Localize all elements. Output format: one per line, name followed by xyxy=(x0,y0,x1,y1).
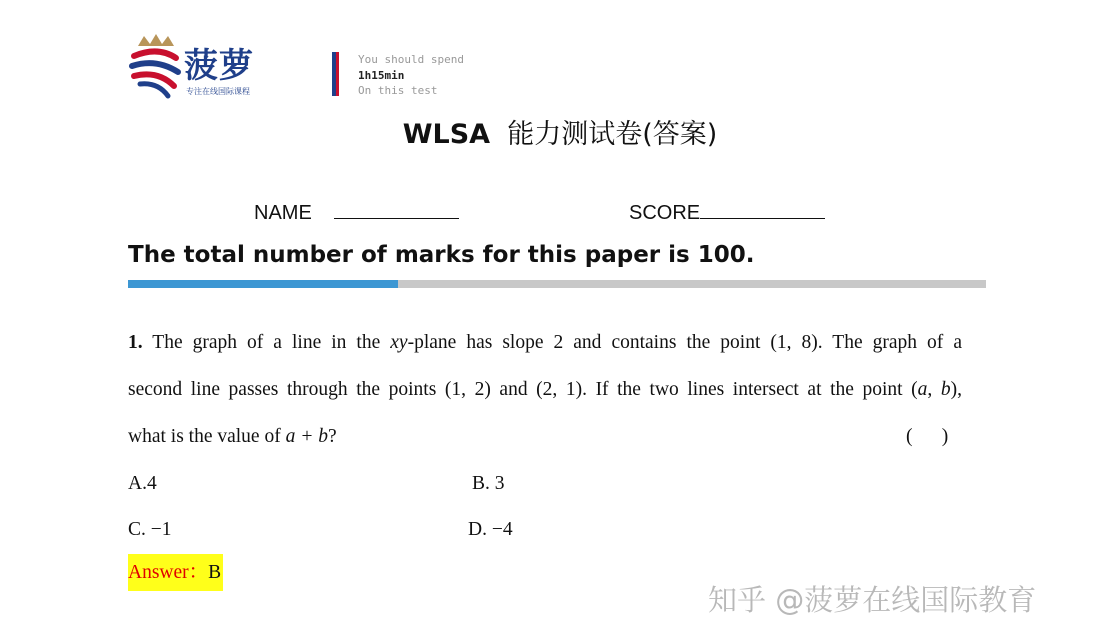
question-variable: a xyxy=(917,379,928,400)
brand-logo xyxy=(128,32,258,102)
score-blank[interactable] xyxy=(700,202,825,219)
question-line-1 xyxy=(128,332,962,354)
question-expression: a + b xyxy=(285,426,329,447)
score-label: SCORE xyxy=(629,202,701,224)
time-note-duration: 1h15min xyxy=(358,68,405,82)
option-d[interactable]: D. −4 xyxy=(468,519,513,540)
answer-highlight xyxy=(128,554,223,591)
question-number: 1. xyxy=(128,332,143,353)
time-note-line3: On this test xyxy=(358,84,438,97)
question-text: -plane has slope 2 and contains the point (1, 8). The graph of a xyxy=(407,332,962,353)
time-note-line1: You should spend xyxy=(358,53,464,66)
question-text: what is the value of xyxy=(128,426,286,447)
question-line-3 xyxy=(128,426,337,448)
question-text: The graph of a line in the xyxy=(152,332,391,353)
question-line-2 xyxy=(128,379,962,401)
title-zh: 能力测试卷(答案) xyxy=(507,119,718,150)
logo-brand-text: 菠萝 xyxy=(184,46,254,86)
option-c[interactable]: C. −1 xyxy=(128,519,172,540)
question-variable: b xyxy=(940,379,951,400)
page-title xyxy=(0,112,1103,151)
name-label: NAME xyxy=(254,202,312,224)
question-text: , xyxy=(927,379,941,400)
name-field xyxy=(254,202,459,225)
logo-emblem-icon xyxy=(128,32,184,102)
progress-bar xyxy=(128,280,986,288)
option-a[interactable]: A.4 xyxy=(128,473,157,494)
question-text: ), xyxy=(950,379,963,400)
answer-bracket[interactable]: ( ) xyxy=(906,426,949,447)
answer-label: Answer： xyxy=(128,562,209,583)
answer-value: B xyxy=(208,562,222,583)
question-variable: xy xyxy=(390,332,408,353)
name-blank[interactable] xyxy=(334,202,459,219)
question-text: ? xyxy=(328,426,337,447)
watermark: 知乎 @菠萝在线国际教育 xyxy=(708,583,1037,617)
time-note-bar-red xyxy=(336,52,339,96)
marks-note: The total number of marks for this paper is 100. xyxy=(128,242,755,268)
progress-fill xyxy=(128,280,398,288)
question-text: second line passes through the points (1, 2) and (2, 1). If the two lines intersect at the point ( xyxy=(128,379,918,400)
logo-tagline: 专注在线国际课程 xyxy=(186,87,250,96)
title-en: WLSA xyxy=(402,119,491,150)
score-field xyxy=(629,202,825,225)
option-b[interactable]: B. 3 xyxy=(472,473,505,494)
